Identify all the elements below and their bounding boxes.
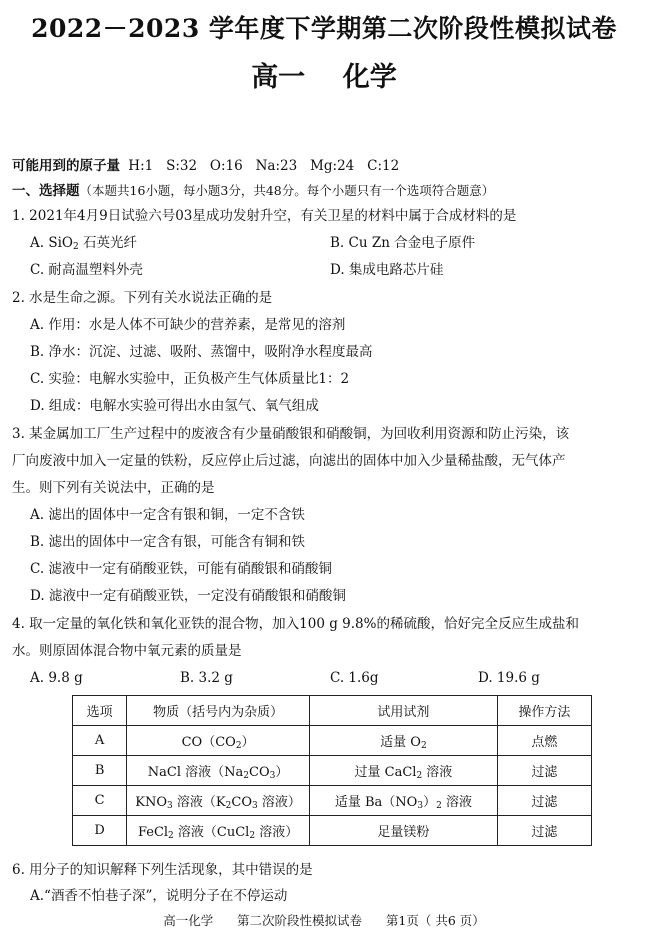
- q5-row-substance: FeCl$_2$ 溶液（CuCl$_2$ 溶液）: [127, 816, 310, 846]
- q1-option-b: B. Cu Zn 合金电子原件: [330, 235, 476, 251]
- atomic-mass-values: H:1 S:32 O:16 Na:23 Mg:24 C:12: [128, 158, 400, 174]
- q4-stem-line1: 4. 取一定量的氧化铁和氧化亚铁的混合物，加入100 g 9.8%的稀硫酸，恰好完全反应生成盐和: [12, 616, 579, 632]
- q6-option-a: A.“酒香不怕巷子深”，说明分子在不停运动: [30, 888, 288, 904]
- q5-row-method: 点燃: [497, 726, 591, 756]
- q5-row-method: 过滤: [497, 756, 591, 786]
- q6-stem: 6. 用分子的知识解释下列生活现象，其中错误的是: [12, 862, 313, 878]
- q5-row-reagent: 适量 $Ba(NO_3)_2$ 溶液: [309, 786, 497, 816]
- section-title: 一、选择题: [12, 183, 80, 199]
- exam-subject: 高一 化学: [251, 62, 397, 93]
- q2-option-c: C. 实验：电解水实验中，正负极产生气体质量比1：2: [30, 371, 350, 387]
- q5-header-method: 操作方法: [497, 696, 591, 726]
- q5-row-option: C: [73, 786, 127, 816]
- q5-row-substance: $KNO_3$ 溶液（$K_2CO_3$ 溶液）: [127, 786, 310, 816]
- q5-table-row: [73, 726, 592, 756]
- q5-table-row: [73, 816, 592, 846]
- q5-header-reagent: 试用试剂: [309, 696, 497, 726]
- q5-row-method: 过滤: [497, 786, 591, 816]
- q2-stem: 2. 水是生命之源。下列有关水说法正确的是: [12, 290, 273, 306]
- q1-a-sub: 2: [72, 242, 79, 252]
- q5-table: [72, 695, 592, 846]
- q3-option-b: B. 滤出的固体中一定含有银，可能含有铜和铁: [30, 534, 306, 550]
- q4-option-b: B. 3.2 g: [180, 670, 233, 686]
- q4-option-c: C. 1.6g: [330, 670, 379, 686]
- q3-stem-line3: 生。则下列有关说法中，正确的是: [12, 480, 215, 496]
- q1-a-post: 石英光纤: [78, 235, 137, 251]
- section-note: （本题共16小题，每小题3分，共48分。每个小题只有一个选项符合题意）: [79, 183, 495, 198]
- q5-row-substance: NaCl 溶液$(Na_2CO_3)$: [127, 756, 310, 786]
- section-heading: [12, 181, 640, 201]
- atomic-mass-line: [12, 156, 640, 176]
- q3-stem-line1: 3. 某金属加工厂生产过程中的废液含有少量硝酸银和硝酸铜，为回收利用资源和防止污染，该: [12, 426, 570, 442]
- q5-table-header-row: [73, 696, 592, 726]
- q2-option-b: B. 净水：沉淀、过滤、吸附、蒸馏中，吸附净水程度最高: [30, 344, 373, 360]
- exam-title: 2022－2023 学年度下学期第二次阶段性模拟试卷: [31, 14, 617, 43]
- q2-option-a: A. 作用：水是人体不可缺少的营养素，是常见的溶剂: [30, 317, 346, 333]
- q3-option-a: A. 滤出的固体中一定含有银和铜，一定不含铁: [30, 507, 305, 523]
- q5-row-reagent: 足量镁粉: [309, 816, 497, 846]
- page-footer: 高一化学 第二次阶段性模拟试卷 第1页（ 共6 页）: [163, 913, 485, 928]
- atomic-mass-label: 可能用到的原子量: [12, 158, 120, 174]
- q5-row-substance: $CO(CO_2)$: [127, 726, 310, 756]
- q4-option-a: A. 9.8 g: [30, 670, 83, 686]
- q5-row-option: A: [73, 726, 127, 756]
- q1-stem: 1. 2021年4月9日试验六号03星成功发射升空，有关卫星的材料中属于合成材料的是: [12, 208, 517, 224]
- q5-row-reagent: 适量 $O_2$: [309, 726, 497, 756]
- q5-header-option: 选项: [73, 696, 127, 726]
- q4-option-d: D. 19.6 g: [478, 670, 540, 686]
- q1-a-pre: A. SiO: [30, 235, 73, 251]
- q5-stem-wrapper: [12, 672, 640, 692]
- q5-table-row: [73, 756, 592, 786]
- q1-option-c: C. 耐高温塑料外壳: [30, 262, 143, 278]
- q5-header-substance: 物质（括号内为杂质）: [127, 696, 310, 726]
- q3-option-d: D. 滤液中一定有硝酸亚铁，一定没有硝酸银和硝酸铜: [30, 588, 346, 604]
- q5-table-row: [73, 786, 592, 816]
- q1-option-a: [30, 233, 137, 253]
- q2-option-d: D. 组成：电解水实验可得出水由氢气、氧气组成: [30, 398, 319, 414]
- q5-row-option: D: [73, 816, 127, 846]
- q5-row-reagent: 过量 CaCl$_2$ 溶液: [309, 756, 497, 786]
- q5-row-option: B: [73, 756, 127, 786]
- q5-row-method: 过滤: [497, 816, 591, 846]
- q3-option-c: C. 滤液中一定有硝酸亚铁，可能有硝酸银和硝酸铜: [30, 561, 332, 577]
- q4-stem-line2: 水。则原固体混合物中氧元素的质量是: [12, 643, 242, 659]
- q3-stem-line2: 厂向废液中加入一定量的铁粉，反应停止后过滤，向滤出的固体中加入少量稀盐酸，无气体产: [12, 453, 566, 469]
- q1-option-d: D. 集成电路芯片硅: [330, 262, 444, 278]
